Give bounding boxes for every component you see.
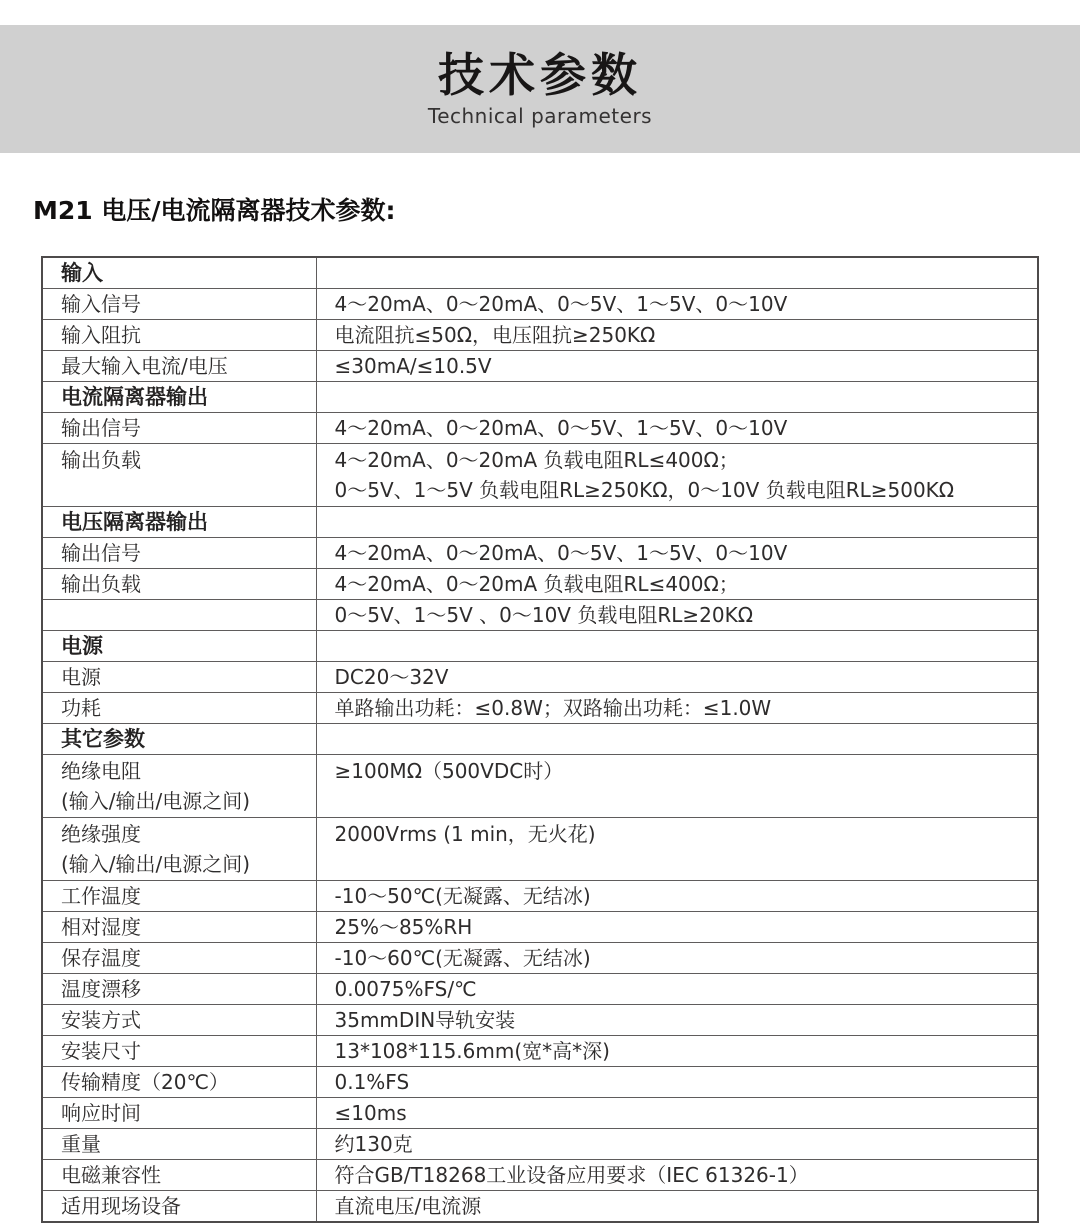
table-row (42, 912, 1038, 943)
param-label: 输入 (61, 261, 103, 285)
param-value: -10～60℃(无凝露、无结冰) (334, 946, 591, 970)
param-value-cell (316, 1005, 1038, 1036)
param-value-cell (316, 289, 1038, 320)
param-value: 4～20mA、0～20mA、0～5V、1～5V、0～10V (334, 292, 788, 316)
param-value-line2: 0～5V、1～5V 负载电阻RL≥250KΩ，0～10V 负载电阻RL≥500KΩ (334, 478, 955, 502)
section-row (42, 724, 1038, 755)
param-value: ≤30mA/≤10.5V (334, 354, 492, 378)
section-row (42, 257, 1038, 289)
param-label-cell (42, 1005, 316, 1036)
param-label-cell (42, 1129, 316, 1160)
param-label: 适用现场设备 (61, 1194, 181, 1218)
param-value: -10～50℃(无凝露、无结冰) (334, 884, 591, 908)
param-label-cell (42, 1067, 316, 1098)
section-heading: M21 电压/电流隔离器技术参数: (33, 196, 396, 225)
param-value-cell (316, 943, 1038, 974)
param-label: 输出信号 (61, 541, 141, 565)
param-label-cell (42, 818, 316, 881)
param-value-cell (316, 444, 1038, 507)
table-row (42, 538, 1038, 569)
table-row (42, 693, 1038, 724)
param-value: 约130克 (334, 1132, 413, 1156)
page-title: 技术参数 (438, 47, 642, 102)
param-value-cell (316, 1129, 1038, 1160)
param-value-cell (316, 600, 1038, 631)
param-value-cell (316, 693, 1038, 724)
param-label-cell (42, 569, 316, 600)
param-label: 输入信号 (61, 292, 141, 316)
param-value: 35mmDIN导轨安装 (334, 1008, 516, 1032)
param-value-cell (316, 631, 1038, 662)
table-row (42, 600, 1038, 631)
param-label-line2: (输入/输出/电源之间) (61, 852, 251, 876)
table-row (42, 1067, 1038, 1098)
param-label: 保存温度 (61, 946, 141, 970)
param-label-cell (42, 320, 316, 351)
param-label-cell (42, 974, 316, 1005)
param-value-cell (316, 1191, 1038, 1223)
table-row (42, 320, 1038, 351)
param-value-cell (316, 1160, 1038, 1191)
param-label: 响应时间 (61, 1101, 141, 1125)
param-label: 功耗 (61, 696, 101, 720)
param-value: 0.1%FS (334, 1070, 410, 1094)
param-value-cell (316, 382, 1038, 413)
param-label-line2: (输入/输出/电源之间) (61, 789, 251, 813)
table-row (42, 755, 1038, 818)
param-value-cell (316, 569, 1038, 600)
param-label-cell (42, 538, 316, 569)
param-value-cell (316, 912, 1038, 943)
param-label: 绝缘电阻 (61, 759, 141, 783)
section-label-cell (42, 382, 316, 413)
param-value-cell (316, 881, 1038, 912)
param-value: 2000Vrms (1 min，无火花) (334, 822, 596, 846)
param-value-cell (316, 724, 1038, 755)
param-label: 电源 (61, 634, 103, 658)
param-value-cell (316, 755, 1038, 818)
param-label: 输出信号 (61, 416, 141, 440)
table-row (42, 413, 1038, 444)
param-label-cell (42, 1098, 316, 1129)
param-value-cell (316, 662, 1038, 693)
param-value-cell (316, 413, 1038, 444)
table-row (42, 1005, 1038, 1036)
spec-table (41, 256, 1039, 1223)
param-value: 符合GB/T18268工业设备应用要求（IEC 61326-1） (334, 1163, 809, 1187)
table-row (42, 1160, 1038, 1191)
table-row (42, 444, 1038, 507)
param-value-cell (316, 507, 1038, 538)
param-label-cell (42, 289, 316, 320)
table-row (42, 1129, 1038, 1160)
param-value: 4～20mA、0～20mA、0～5V、1～5V、0～10V (334, 541, 788, 565)
section-label-cell (42, 257, 316, 289)
param-label-cell (42, 600, 316, 631)
param-label: 相对湿度 (61, 915, 141, 939)
param-value: 4～20mA、0～20mA 负载电阻RL≤400Ω； (334, 448, 739, 472)
param-label: 输出负载 (61, 572, 141, 596)
param-label-cell (42, 912, 316, 943)
param-label-cell (42, 1036, 316, 1067)
param-value: 直流电压/电流源 (334, 1194, 482, 1218)
param-label: 其它参数 (61, 727, 145, 751)
param-label-cell (42, 755, 316, 818)
section-label-cell (42, 507, 316, 538)
param-value-cell (316, 351, 1038, 382)
param-label: 安装尺寸 (61, 1039, 141, 1063)
param-label-cell (42, 444, 316, 507)
param-value: 25%～85%RH (334, 915, 473, 939)
table-row (42, 569, 1038, 600)
param-label: 电流隔离器输出 (61, 385, 208, 409)
param-label: 安装方式 (61, 1008, 141, 1032)
table-row (42, 881, 1038, 912)
param-label: 最大输入电流/电压 (61, 354, 228, 378)
param-label: 传输精度（20℃） (61, 1070, 229, 1094)
param-value: 13*108*115.6mm(宽*高*深) (334, 1039, 610, 1063)
param-label-cell (42, 351, 316, 382)
page-subtitle: Technical parameters (427, 104, 653, 129)
section-label-cell (42, 724, 316, 755)
table-row (42, 818, 1038, 881)
section-row (42, 631, 1038, 662)
param-value: 单路输出功耗：≤0.8W；双路输出功耗：≤1.0W (334, 696, 772, 720)
section-row (42, 507, 1038, 538)
table-row (42, 1036, 1038, 1067)
section-label-cell (42, 631, 316, 662)
param-value-cell (316, 974, 1038, 1005)
section-row (42, 382, 1038, 413)
table-row (42, 662, 1038, 693)
param-label-cell (42, 1191, 316, 1223)
param-label-cell (42, 693, 316, 724)
param-value-cell (316, 257, 1038, 289)
param-label-cell (42, 662, 316, 693)
param-label: 温度漂移 (61, 977, 141, 1001)
param-label-cell (42, 943, 316, 974)
param-label: 电压隔离器输出 (61, 510, 208, 534)
param-value: 4～20mA、0～20mA、0～5V、1～5V、0～10V (334, 416, 788, 440)
param-label: 输入阻抗 (61, 323, 141, 347)
param-value: DC20～32V (334, 665, 449, 689)
param-label-cell (42, 881, 316, 912)
table-row (42, 974, 1038, 1005)
table-row (42, 351, 1038, 382)
param-value-cell (316, 1067, 1038, 1098)
param-value: 0～5V、1～5V 、0～10V 负载电阻RL≥20KΩ (334, 603, 753, 627)
param-value-cell (316, 538, 1038, 569)
table-row (42, 1191, 1038, 1223)
table-row (42, 1098, 1038, 1129)
table-row (42, 943, 1038, 974)
param-value-cell (316, 320, 1038, 351)
param-label: 输出负载 (61, 448, 141, 472)
param-label: 电源 (61, 665, 101, 689)
param-value: 4～20mA、0～20mA 负载电阻RL≤400Ω； (334, 572, 739, 596)
param-value: 电流阻抗≤50Ω，电压阻抗≥250KΩ (334, 323, 656, 347)
param-label: 绝缘强度 (61, 822, 141, 846)
param-value-cell (316, 818, 1038, 881)
param-label-cell (42, 413, 316, 444)
param-label: 重量 (61, 1132, 101, 1156)
param-value-cell (316, 1098, 1038, 1129)
header-band (0, 25, 1080, 153)
param-label-cell (42, 1160, 316, 1191)
table-row (42, 289, 1038, 320)
param-label: 电磁兼容性 (61, 1163, 161, 1187)
param-value-cell (316, 1036, 1038, 1067)
param-value: ≤10ms (334, 1101, 407, 1125)
spec-table-body (42, 257, 1038, 1222)
param-value: ≥100MΩ（500VDC时） (334, 759, 564, 783)
param-label: 工作温度 (61, 884, 141, 908)
param-value: 0.0075%FS/℃ (334, 977, 477, 1001)
